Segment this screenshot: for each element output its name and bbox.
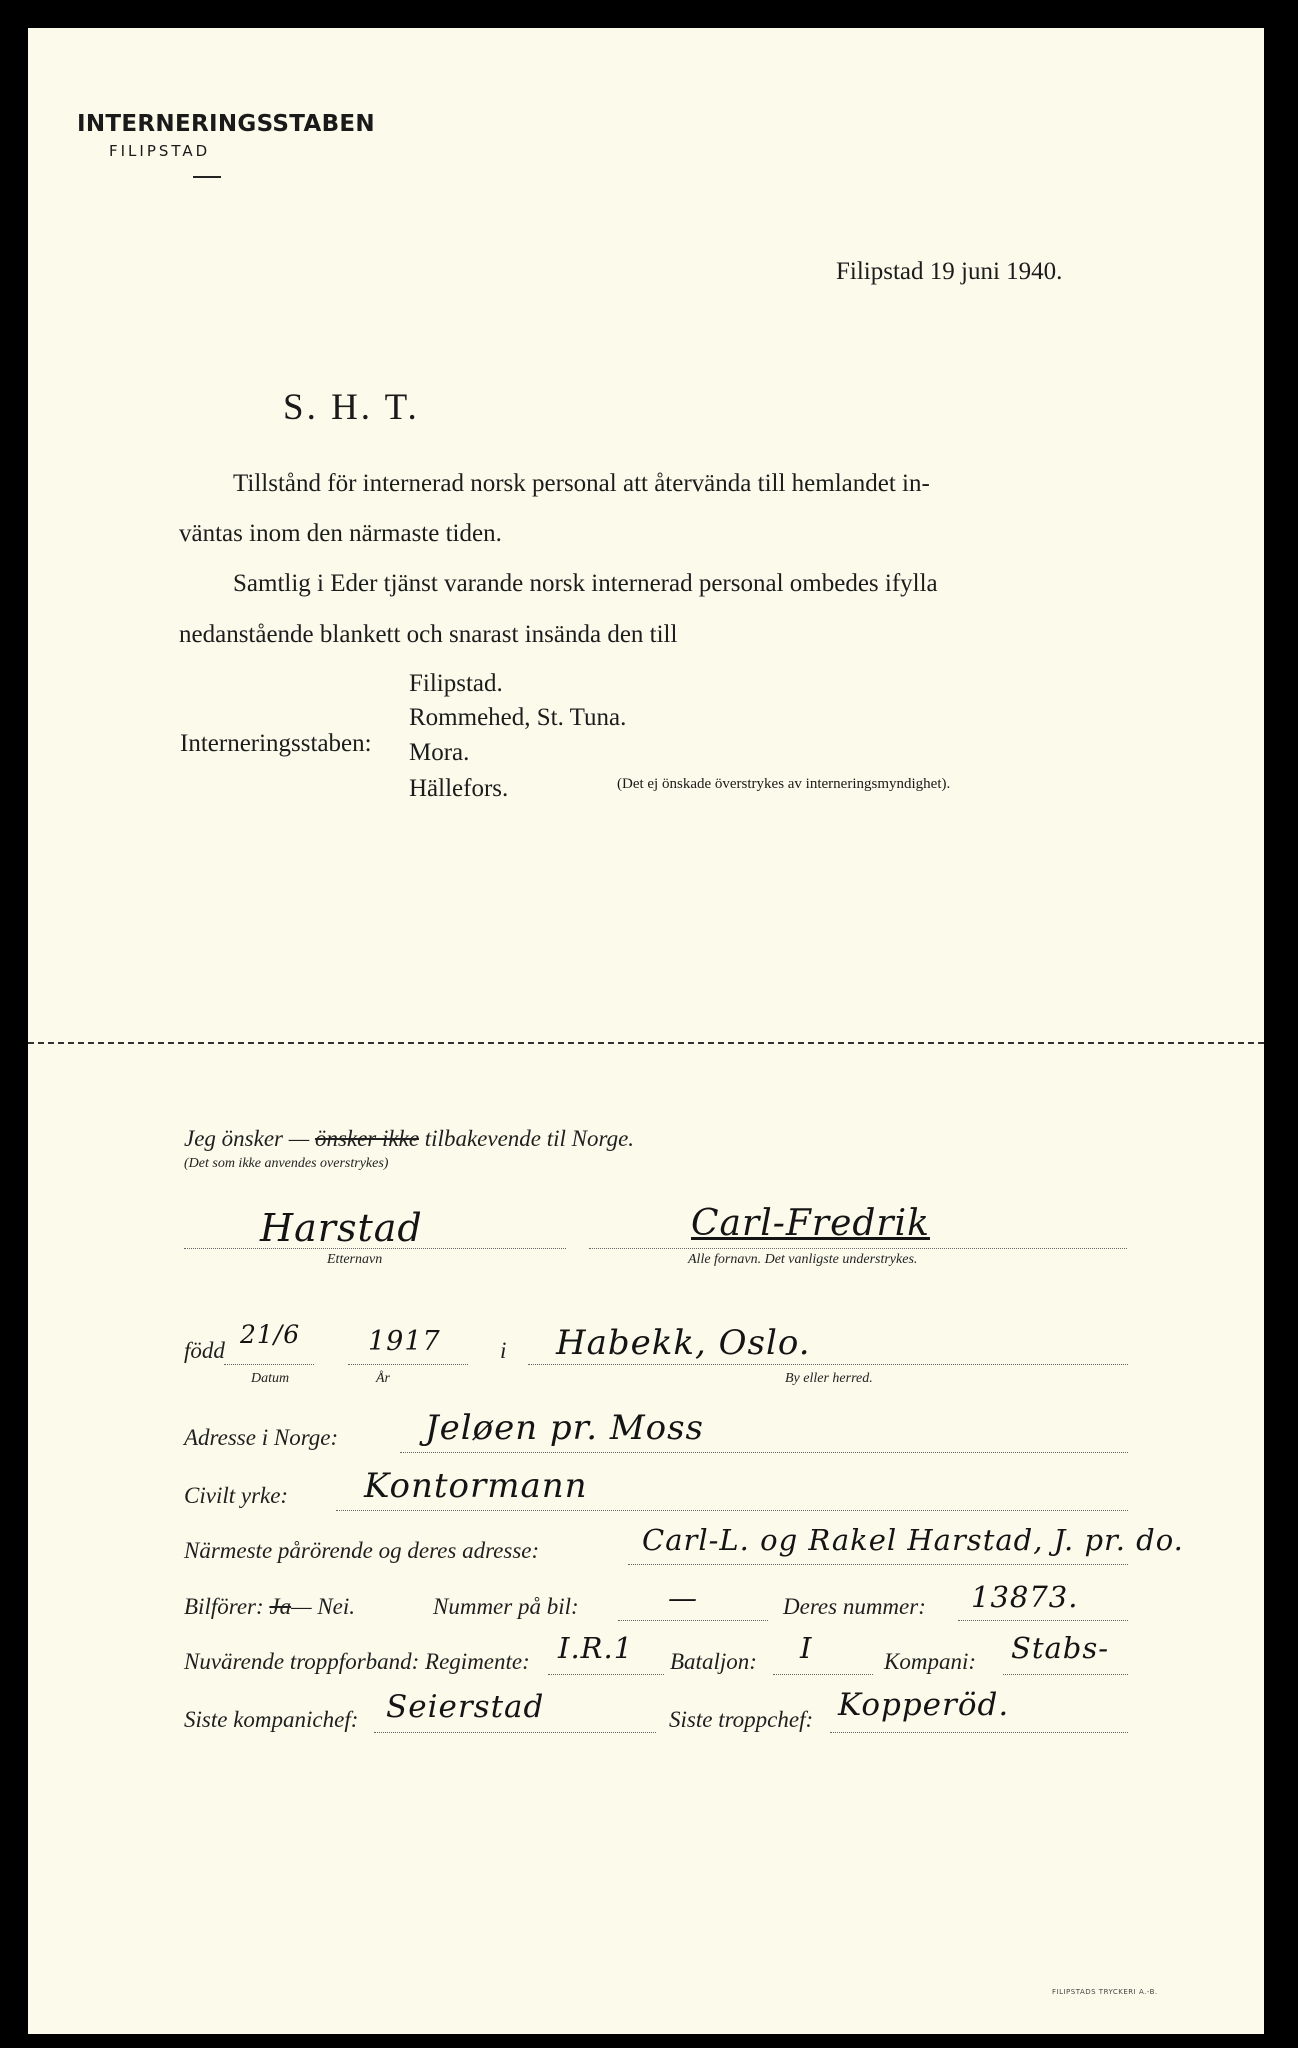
company-chief-line — [374, 1732, 656, 1733]
birth-year-line — [348, 1364, 468, 1365]
driver-ja: Ja — [269, 1594, 292, 1619]
regiment-value: I.R.1 — [558, 1631, 634, 1665]
birth-date-line — [224, 1364, 314, 1365]
company-value: Stabs- — [1011, 1631, 1110, 1665]
wish-prefix: Jeg önsker — — [184, 1126, 310, 1151]
unit-label: Nuvärende troppforband: Regimente: — [184, 1649, 530, 1674]
battalion-label: Bataljon: — [670, 1649, 757, 1674]
wish-line — [184, 1126, 634, 1152]
address-option: Rommehed, St. Tuna. — [409, 704, 627, 731]
troop-chief-label: Siste troppchef: — [669, 1707, 814, 1732]
address-block-label: Interneringsstaben: — [180, 730, 372, 757]
company-chief-label: Siste kompanichef: — [184, 1707, 359, 1732]
birth-year-label: År — [376, 1371, 390, 1386]
firstnames-line — [589, 1248, 1127, 1249]
battalion-line — [773, 1674, 873, 1675]
address-option: Filipstad. — [409, 670, 503, 697]
troop-chief-value: Kopperöd. — [838, 1687, 1010, 1723]
car-number-label: Nummer på bil: — [433, 1594, 579, 1619]
paragraph1-line1: Tillstånd för internerad norsk personal att återvända till hemlandet in- — [233, 470, 930, 497]
address-value: Jeløen pr. Moss — [425, 1408, 704, 1448]
occupation-value: Kontormann — [364, 1466, 588, 1506]
driver-label: Bilförer: — [184, 1594, 264, 1619]
your-number-line — [958, 1620, 1128, 1621]
paragraph2-line1: Samtlig i Eder tjänst varande norsk internerad personal ombedes ifylla — [233, 570, 938, 597]
firstnames-label: Alle fornavn. Det vanligste understrykes. — [688, 1252, 918, 1267]
address-label: Adresse i Norge: — [184, 1425, 339, 1450]
birth-place: Habekk, Oslo. — [556, 1323, 811, 1363]
troop-chief-line — [830, 1732, 1128, 1733]
address-option: Hällefors. — [409, 775, 509, 802]
wish-struck: önsker ikke — [314, 1126, 420, 1151]
birth-date: 21/6 — [240, 1320, 301, 1349]
relatives-line — [628, 1564, 1128, 1565]
letterhead-subtitle: FILIPSTAD — [109, 142, 211, 160]
your-number-value: 13873. — [971, 1580, 1079, 1614]
paragraph1-line2: väntas inom den närmaste tiden. — [179, 520, 502, 547]
company-label: Kompani: — [884, 1649, 976, 1674]
relatives-label: Närmeste pårörende og deres adresse: — [184, 1538, 540, 1563]
car-number-value: — — [668, 1581, 698, 1615]
occupation-line — [336, 1510, 1128, 1511]
occupation-label: Civilt yrke: — [184, 1483, 289, 1508]
birth-year: 1917 — [368, 1326, 441, 1357]
address-line — [400, 1452, 1128, 1453]
birth-i: i — [500, 1338, 507, 1363]
car-number-line — [618, 1620, 768, 1621]
birth-date-label: Datum — [251, 1371, 290, 1386]
date-line: Filipstad 19 juni 1940. — [836, 258, 1063, 285]
printer-imprint: FILIPSTADS TRYCKERI A.-B. — [1052, 1988, 1158, 1996]
surname-line — [184, 1248, 566, 1249]
battalion-value: I — [800, 1631, 813, 1665]
surname-value: Harstad — [260, 1206, 423, 1250]
address-option: Mora. — [409, 739, 470, 766]
document-sheet — [28, 28, 1264, 2034]
regiment-line — [548, 1674, 664, 1675]
address-block-note: (Det ej önskade överstrykes av interneringsmyndighet). — [617, 776, 951, 792]
birth-label: född — [184, 1338, 225, 1363]
wish-note: (Det som ikke anvendes overstrykes) — [184, 1156, 389, 1171]
surname-label: Etternavn — [327, 1252, 383, 1267]
letterhead-title: INTERNERINGSSTABEN — [77, 111, 375, 137]
letterhead-rule — [193, 176, 221, 178]
birth-place-label: By eller herred. — [785, 1371, 873, 1386]
driver-line — [184, 1594, 355, 1620]
firstnames-value: Carl-Fredrik — [691, 1203, 930, 1244]
your-number-label: Deres nummer: — [783, 1594, 926, 1619]
company-line — [1003, 1674, 1128, 1675]
birth-place-line — [528, 1364, 1128, 1365]
driver-sep: — — [291, 1594, 312, 1619]
company-chief-value: Seierstad — [386, 1689, 545, 1725]
relatives-value: Carl-L. og Rakel Harstad, J. pr. do. — [642, 1523, 1184, 1557]
salutation: S. H. T. — [283, 387, 420, 428]
wish-suffix: tilbakevende til Norge. — [424, 1126, 635, 1151]
cut-line — [28, 1042, 1264, 1044]
driver-nei: Nei. — [317, 1594, 356, 1619]
paragraph2-line2: nedanstående blankett och snarast insända den till — [179, 621, 678, 648]
